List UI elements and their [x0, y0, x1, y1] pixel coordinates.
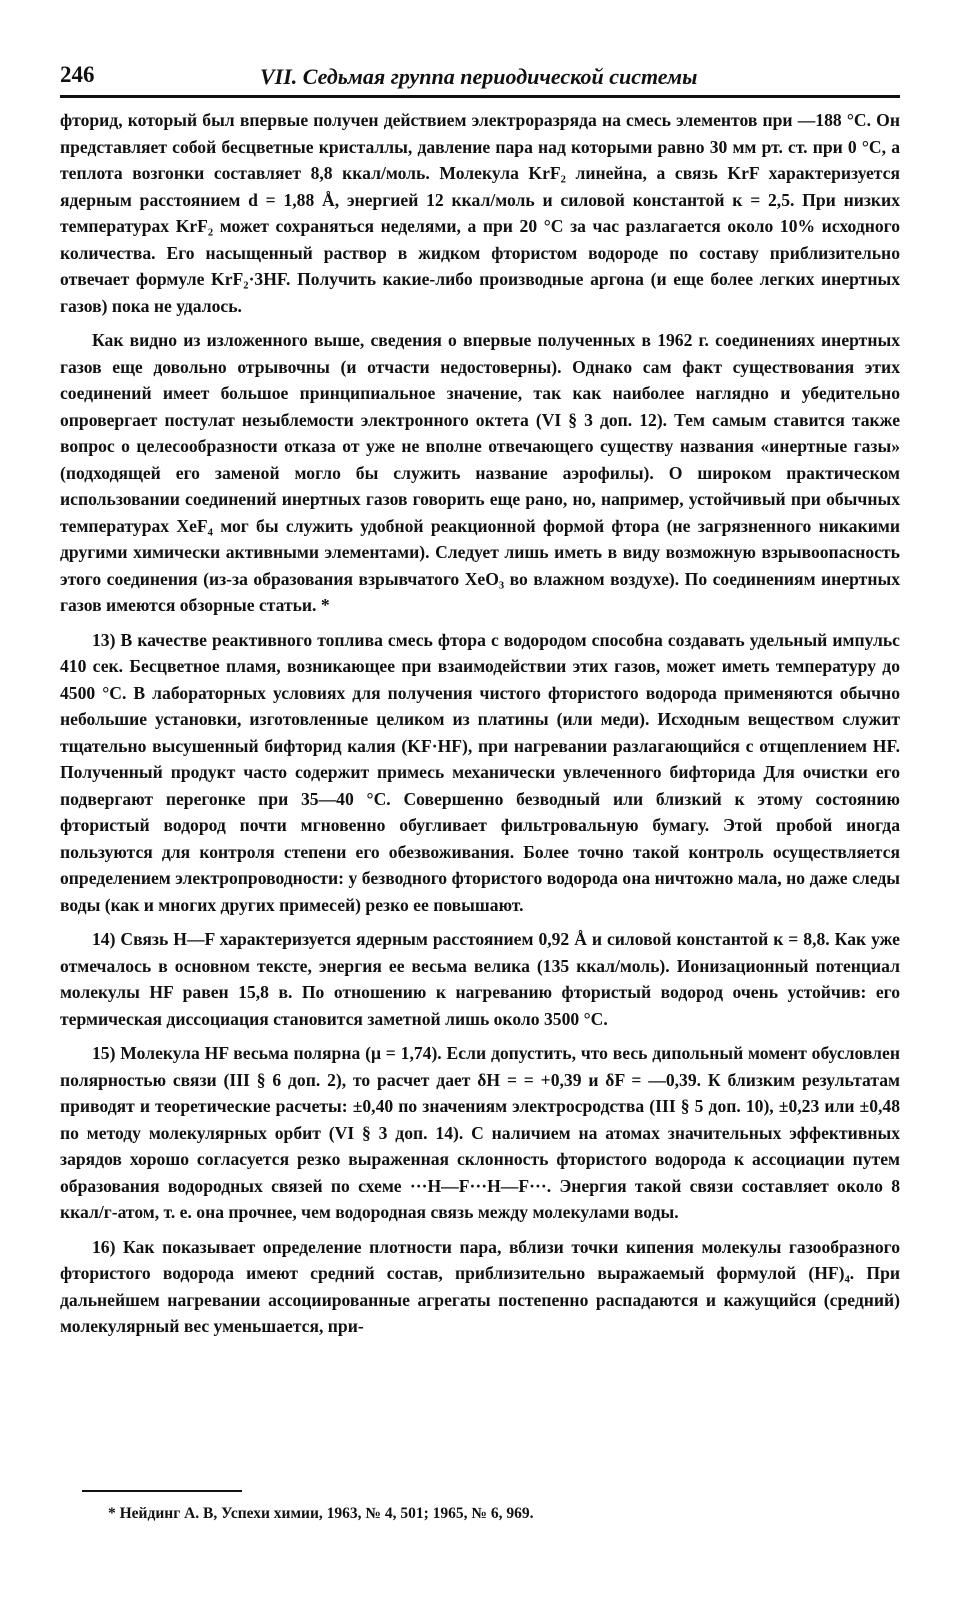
- paragraph-note-14: 14) Связь H—F характеризуется ядерным расстоянием 0,92 Å и силовой константой к = 8,8. Как уже отмечалось в основном тексте, энергия ее весьма велика (135 ккал/моль). Ионизационный потенциал молекулы HF равен 15,8 в. По отношению к нагреванию фтористый водород очень устойчив: его термическая диссоциация становится заметной лишь около 3500 °C.: [60, 929, 900, 1029]
- paragraph-note-15: 15) Молекула HF весьма полярна (μ = 1,74). Если допустить, что весь дипольный момент обусловлен полярностью связи (III § 6 доп. 2), то расчет дает δH = = +0,39 и δF = —0,39. К близким результатам приводят и теоретические расчеты: ±0,40 по значениям электросродства (III § 5 доп. 10), ±0,23 или ±0,48 по методу молекулярных орбит (VI § 3 доп. 14). С наличием на атомах значительных эффективных зарядов хорошо согласуется резко выраженная склонность фтористого водорода к ассоциации путем образования водородных связей по схеме ···H—F···H—F···. Энергия такой связи составляет около 8 ккал/г-атом, т. е. она прочнее, чем водородная связь между молекулами воды.: [60, 1043, 900, 1222]
- paragraph-continuation: фторид, который был впервые получен действием электроразряда на смесь элементов при —188 °C. Он представляет собой бесцветные кристаллы, давление пара над которыми равно 30 мм рт. ст. при 0 °C, а теплота возгонки составляет 8,8 ккал/моль. Молекула KrF₂ линейна, а связь KrF характеризуется ядерным расстоянием d = 1,88 Å, энергией 12 ккал/моль и силовой константой к = 2,5. При низких температурах KrF₂ может сохраняться неделями, а при 20 °C за час разлагается около 10% исходного количества. Его насыщенный раствор в жидком фтористом водороде по составу приблизительно отвечает формуле KrF₂·3HF. Получить какие-либо производные аргона (и еще более легких инертных газов) пока не удалось.: [60, 110, 900, 316]
- running-title: VII. Седьмая группа периодической системы: [260, 64, 698, 89]
- paragraph-note-13: 13) В качестве реактивного топлива смесь фтора с водородом способна создавать удельный импульс 410 сек. Бесцветное пламя, возникающее при взаимодействии этих газов, может иметь температуру до 4500 °C. В лабораторных условиях для получения чистого фтористого водорода применяются обычно небольшие установки, изготовленные целиком из платины (или меди). Исходным веществом служит тщательно высушенный бифторид калия (KF·HF), при нагревании разлагающийся с отщеплением HF. Полученный продукт часто содержит примесь механически увлеченного бифторида Для очистки его подвергают перегонке при 35—40 °C. Совершенно безводный или близкий к этому состоянию фтористый водород почти мгновенно обугливает фильтровальную бумагу. Этой пробой иногда пользуются для контроля степени его обезвоживания. Более точно такой контроль осуществляется определением электропроводности: у безводного фтористого водорода она ничтожно мала, но даже следы воды (как и многих других примесей) резко ее повышают.: [60, 629, 900, 915]
- body-text: [60, 107, 900, 1348]
- footnote: * Нейдинг А. В, Успехи химии, 1963, № 4, 501; 1965, № 6, 969.: [108, 1505, 534, 1522]
- header-rule: [60, 95, 900, 98]
- footnote-rule: [82, 1490, 242, 1492]
- paragraph-inert-gases: Как видно из изложенного выше, сведения о впервые полученных в 1962 г. соединениях инертных газов еще довольно отрывочны (и отчасти недостоверны). Однако сам факт существования этих соединений имеет большое принципиальное значение, так как наиболее наглядно и убедительно опровергает постулат незыблемости электронного октета (VI § 3 доп. 12). Тем самым ставится также вопрос о целесообразности отказа от уже не вполне отвечающего существу названия «инертные газы» (подходящей его заменой могло бы служить название аэрофилы). О широком практическом использовании соединений инертных газов говорить еще рано, но, например, устойчивый при обычных температурах XeF₄ мог бы служить удобной реакционной формой фтора (не загрязненного никакими другими химически активными элементами). Следует лишь иметь в виду возможную взрывоопасность этого соединения (из-за образования взрывчатого XeO₃ во влажном воздухе). По соединениям инертных газов имеются обзорные статьи. *: [60, 330, 900, 615]
- paragraph-note-16: 16) Как показывает определение плотности пара, вблизи точки кипения молекулы газообразного фтористого водорода имеют средний состав, приблизительно выражаемый формулой (HF)₄. При дальнейшем нагревании ассоциированные агрегаты постепенно распадаются и кажущийся (средний) молекулярный вес уменьшается, при-: [60, 1236, 900, 1336]
- page-header: [60, 62, 900, 92]
- page-number: 246: [60, 62, 95, 87]
